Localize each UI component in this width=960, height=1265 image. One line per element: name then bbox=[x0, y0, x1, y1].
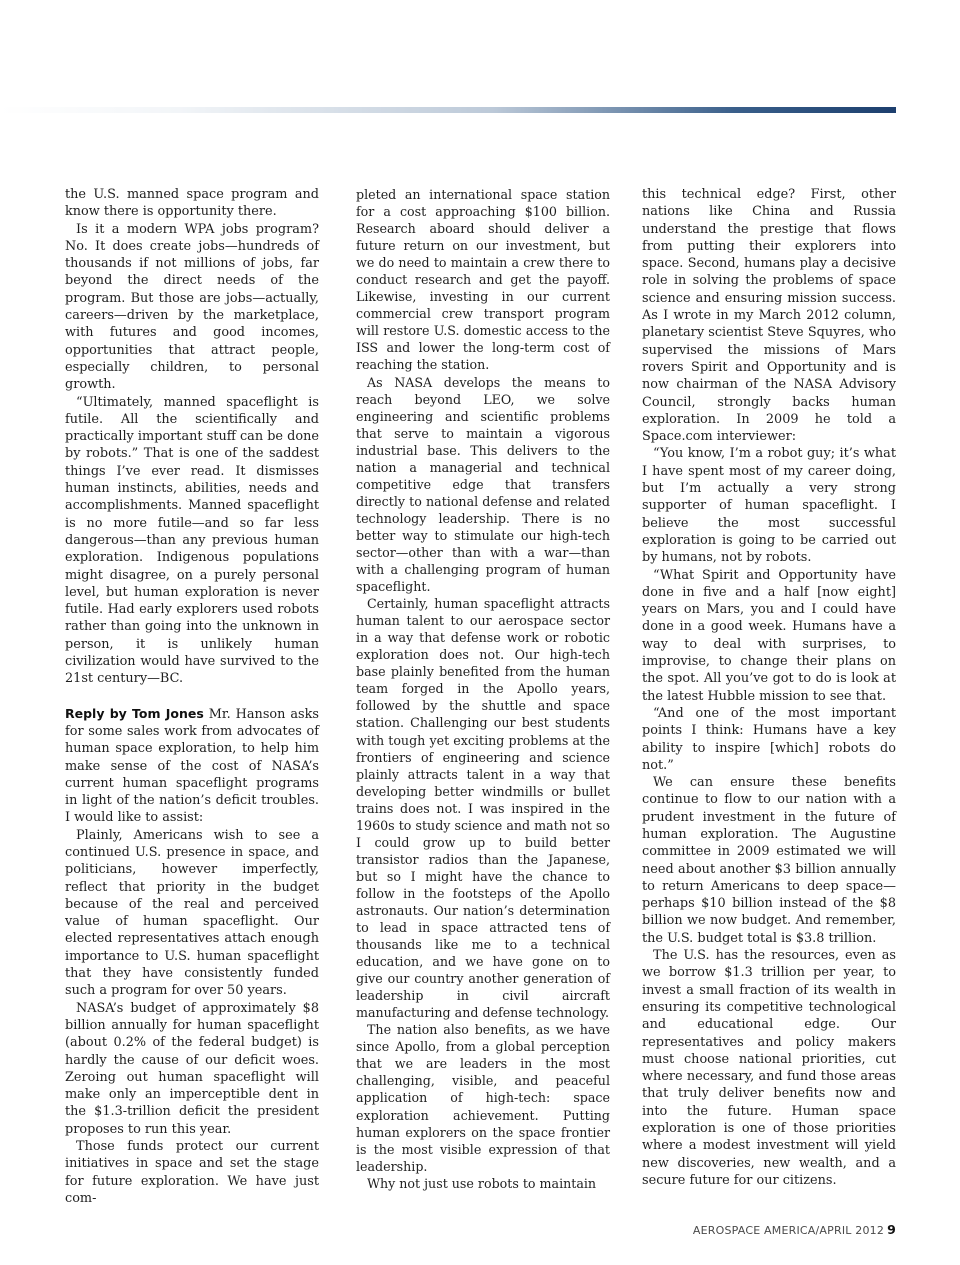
publication-name: AEROSPACE AMERICA/APRIL 2012 bbox=[692, 1224, 885, 1237]
page-number: 9 bbox=[887, 1222, 896, 1237]
paragraph: Certainly, human spaceflight attracts human talent to our aerospace sector in a way that defense work or robotic exploration does not. Our high-tech base plainly benefited from the human team forged in the Apollo years, followed by the shuttle and space station. Challenging our best students with tough yet exciting problems at the frontiers of engineering and science plainly attracts talent in a way that developing better windmills or bullet trains does not. I was inspired in the 1960s to study science and math not so I could grow up to build better transistor radios than the Japanese, but so I might have the chance to follow in the footsteps of the Apollo astronauts. Our nation’s determination to lead in space attracted tens of thousands like me to a technical education, and we have gone on to give our country another generation of leadership in civil aircraft manufacturing and defense technology. bbox=[356, 596, 610, 1021]
paragraph: Those funds protect our current initiatives in space and set the stage for future exploration. We have just com- bbox=[65, 1139, 319, 1206]
paragraph: The U.S. has the resources, even as we borrow $1.3 trillion per year, to invest a small fraction of its wealth in ensuring its competitive technological and educational edge. Our representatives and policy makers must choose national priorities, cut where necessary, and fund those areas that truly deliver benefits now and into the future. Human space exploration is one of those priorities where a modest investment will yield new discoveries, new wealth, and a secure future for our citizens. bbox=[642, 948, 896, 1188]
paragraph: this technical edge? First, other nations like China and Russia understand the prestige that flows from putting their explorers into space. Second, humans play a decisive role in solving the problems of space science and ensuring mission success. As I wrote in my March 2012 column, planetary scientist Steve Squyres, who supervised the missions of Mars rovers Spirit and Opportunity and is now chairman of the NASA Advisory Council, strongly backs human exploration. In 2009 he told a Space.com interviewer: bbox=[642, 187, 896, 445]
paragraph: “And one of the most important points I think: Humans have a key ability to inspire [which] robots do not.” bbox=[642, 705, 896, 773]
reply-byline: Reply by Tom Jones bbox=[65, 705, 204, 721]
paragraph: the U.S. manned space program and know there is opportunity there. bbox=[65, 187, 319, 220]
header-gradient-rule bbox=[0, 107, 896, 113]
column-right bbox=[642, 186, 896, 1189]
paragraph: “Ultimately, manned spaceflight is futile. All the scientifically and practically important stuff can be done by robots.” That is one of the saddest things I’ve ever read. It dismisses human instincts, abilities, needs and accomplishments. Manned spaceflight is no more futile—and so far less dangerous—than any previous human exploration. Indigenous populations might disagree, on a purely personal level, but human exploration is never futile. Had early explorers used robots rather than going into the unknown in person, it is unlikely human civilization would have survived to the 21st century—BC. bbox=[65, 394, 319, 687]
paragraph: Is it a modern WPA jobs program? No. It does create jobs—hundreds of thousands if not millions of jobs, far beyond the direct needs of the program. But those are jobs—actually, careers—driven by the marketplace, with futures and good incomes, opportunities that attract people, especially children, to personal growth. bbox=[65, 221, 319, 393]
reply-intro: Mr. Hanson asks for some sales work from advocates of human space exploration, to help him make sense of the cost of NASA’s current human spaceflight programs in light of the nation’s deficit troubles. I would like to assist: bbox=[65, 706, 319, 826]
paragraph: Plainly, Americans wish to see a continued U.S. presence in space, and politicians, however imperfectly, reflect that priority in the budget because of the real and perceived value of human spaceflight. Our elected representatives attach enough importance to U.S. human spaceflight that they have consistently funded such a program for over 50 years. bbox=[65, 827, 319, 999]
paragraph: The nation also benefits, as we have since Apollo, from a global perception that we are leaders in the most challenging, visible, and peaceful application of high-tech: space exploration achievement. Putting human explorers on the space frontier is the most visible expression of that leadership. bbox=[356, 1022, 610, 1174]
paragraph: NASA’s budget of approximately $8 billion annually for human spaceflight (about 0.2% of the federal budget) is hardly the cause of our deficit woes. Zeroing out human spaceflight will make only an imperceptible dent in the $1.3-trillion deficit the president proposes to run this year. bbox=[65, 1000, 319, 1137]
paragraph: pleted an international space station for a cost approaching $100 billion. Research aboard should deliver a future return on our investment, but we do need to maintain a crew there to conduct research and get the payoff. Likewise, investing in our current commercial crew transport program will restore U.S. domestic access to the ISS and lower the long-term cost of reaching the station. bbox=[356, 187, 610, 373]
paragraph: “What Spirit and Opportunity have done in five and a half [now eight] years on Mars, you and I could have done in a good week. Humans have a way to deal with surprises, to improvise, to change their plans on the spot. All you’ve got to do is look at the latest Hubble mission to see that. bbox=[642, 567, 896, 704]
reply-paragraph bbox=[65, 705, 319, 827]
paragraph: “You know, I’m a robot guy; it’s what I have spent most of my career doing, but I’m actually a very strong supporter of human spaceflight. I believe the most successful exploration is going to be carried out by humans, not by robots. bbox=[642, 446, 896, 566]
page-footer bbox=[693, 1222, 896, 1237]
paragraph: We can ensure these benefits continue to flow to our nation with a prudent investment in the future of human exploration. The Augustine committee in 2009 estimated we will need about another $3 billion annually to return Americans to deep space—perhaps $10 billion instead of the $8 billion we now budget. And remember, the U.S. budget total is $3.8 trillion. bbox=[642, 775, 896, 946]
column-left bbox=[65, 186, 319, 1207]
column-middle bbox=[356, 186, 610, 1192]
paragraph: As NASA develops the means to reach beyond LEO, we solve engineering and scientific problems that serve to maintain a vigorous industrial base. This delivers to the nation a managerial and technical competitive edge that transfers directly to national defense and related technology leadership. There is no better way to stimulate our high-tech sector—other than with a war—than with a challenging program of human spaceflight. bbox=[356, 374, 610, 595]
paragraph: Why not just use robots to maintain bbox=[367, 1175, 597, 1191]
